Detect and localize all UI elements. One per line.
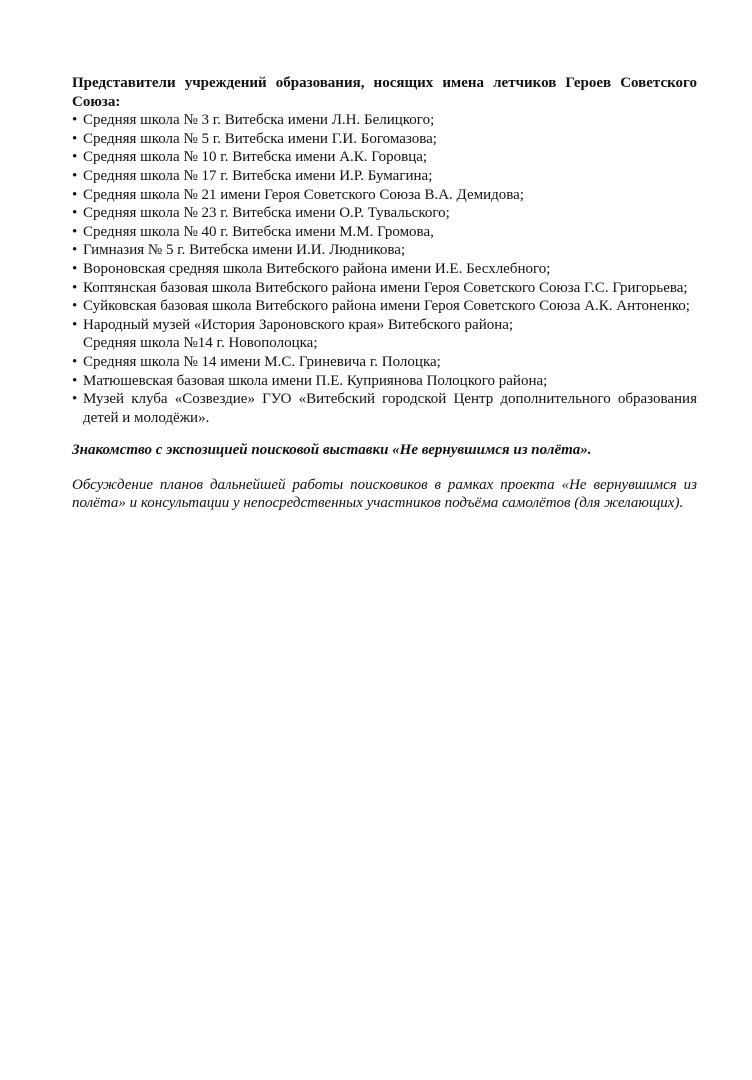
document-page — [72, 74, 697, 513]
exhibition-paragraph: Знакомство с экспозицией поисковой выставки «Не вернувшимся из полёта». — [72, 442, 592, 459]
bullet-icon: • — [72, 353, 78, 370]
list-item — [72, 204, 697, 223]
list-item — [72, 353, 697, 372]
bullet-icon: • — [72, 223, 78, 240]
list-item-continuation — [72, 334, 697, 353]
bullet-icon: • — [72, 167, 78, 184]
list-item-text: Средняя школа № 10 г. Витебска имени А.К. Горовца; — [83, 149, 428, 166]
list-item-text: Средняя школа № 3 г. Витебска имени Л.Н. Белицкого; — [83, 112, 435, 129]
discussion-paragraph: Обсуждение планов дальнейшей работы поисковиков в рамках проекта «Не вернувшимся из полёта» и консультации у непосредственных участников подъёма самолётов (для желающих). — [72, 476, 697, 512]
list-item — [72, 186, 697, 205]
list-item — [72, 167, 697, 186]
bullet-icon: • — [72, 279, 78, 296]
bullet-icon: • — [72, 205, 78, 222]
bullet-icon: • — [72, 149, 78, 166]
bullet-icon: • — [72, 260, 78, 277]
list-item — [72, 297, 697, 316]
list-item-text: Вороновская средняя школа Витебского района имени И.Е. Бесхлебного; — [83, 260, 551, 277]
list-item-text: Музей клуба «Созвездие» ГУО «Витебский городской Центр дополнительного образования детей и молодёжи». — [83, 391, 697, 426]
bullet-icon: • — [72, 298, 78, 315]
list-item-text: Средняя школа № 17 г. Витебска имени И.Р. Бумагина; — [83, 167, 433, 184]
list-item — [72, 260, 697, 279]
list-item-text: Средняя школа №14 г. Новополоцка; — [83, 335, 318, 352]
list-item-text: Средняя школа № 14 имени М.С. Гриневича г. Полоцка; — [83, 353, 441, 370]
list-item — [72, 279, 697, 298]
list-item — [72, 111, 697, 130]
list-item-text: Средняя школа № 21 имени Героя Советского Союза В.А. Демидова; — [83, 186, 524, 203]
bullet-icon: • — [72, 372, 78, 389]
list-item — [72, 372, 697, 391]
list-item-text: Народный музей «История Зароновского края» Витебского района; — [83, 316, 514, 333]
list-item — [72, 390, 697, 427]
bullet-icon: • — [72, 186, 78, 203]
bullet-icon: • — [72, 112, 78, 129]
list-item-text: Суйковская базовая школа Витебского района имени Героя Советского Союза А.К. Антоненко; — [83, 298, 690, 315]
section-heading: Представители учреждений образования, носящих имена летчиков Героев Советского Союза: — [72, 75, 697, 110]
institution-list — [72, 111, 697, 427]
bullet-icon: • — [72, 391, 78, 408]
list-item-text: Матюшевская базовая школа имени П.Е. Куприянова Полоцкого района; — [83, 372, 548, 389]
list-item-text: Средняя школа № 5 г. Витебска имени Г.И. Богомазова; — [83, 130, 437, 147]
list-item — [72, 316, 697, 335]
bullet-icon: • — [72, 130, 78, 147]
list-item-text: Средняя школа № 23 г. Витебска имени О.Р. Тувальского; — [83, 205, 450, 222]
list-item — [72, 241, 697, 260]
list-item-text: Коптянская базовая школа Витебского района имени Героя Советского Союза Г.С. Григорьева; — [83, 279, 688, 296]
bullet-icon: • — [72, 242, 78, 259]
bullet-icon: • — [72, 316, 78, 333]
list-item-text: Средняя школа № 40 г. Витебска имени М.М. Громова, — [83, 223, 434, 240]
list-item — [72, 148, 697, 167]
list-item — [72, 130, 697, 149]
list-item — [72, 223, 697, 242]
list-item-text: Гимназия № 5 г. Витебска имени И.И. Людникова; — [83, 242, 406, 259]
